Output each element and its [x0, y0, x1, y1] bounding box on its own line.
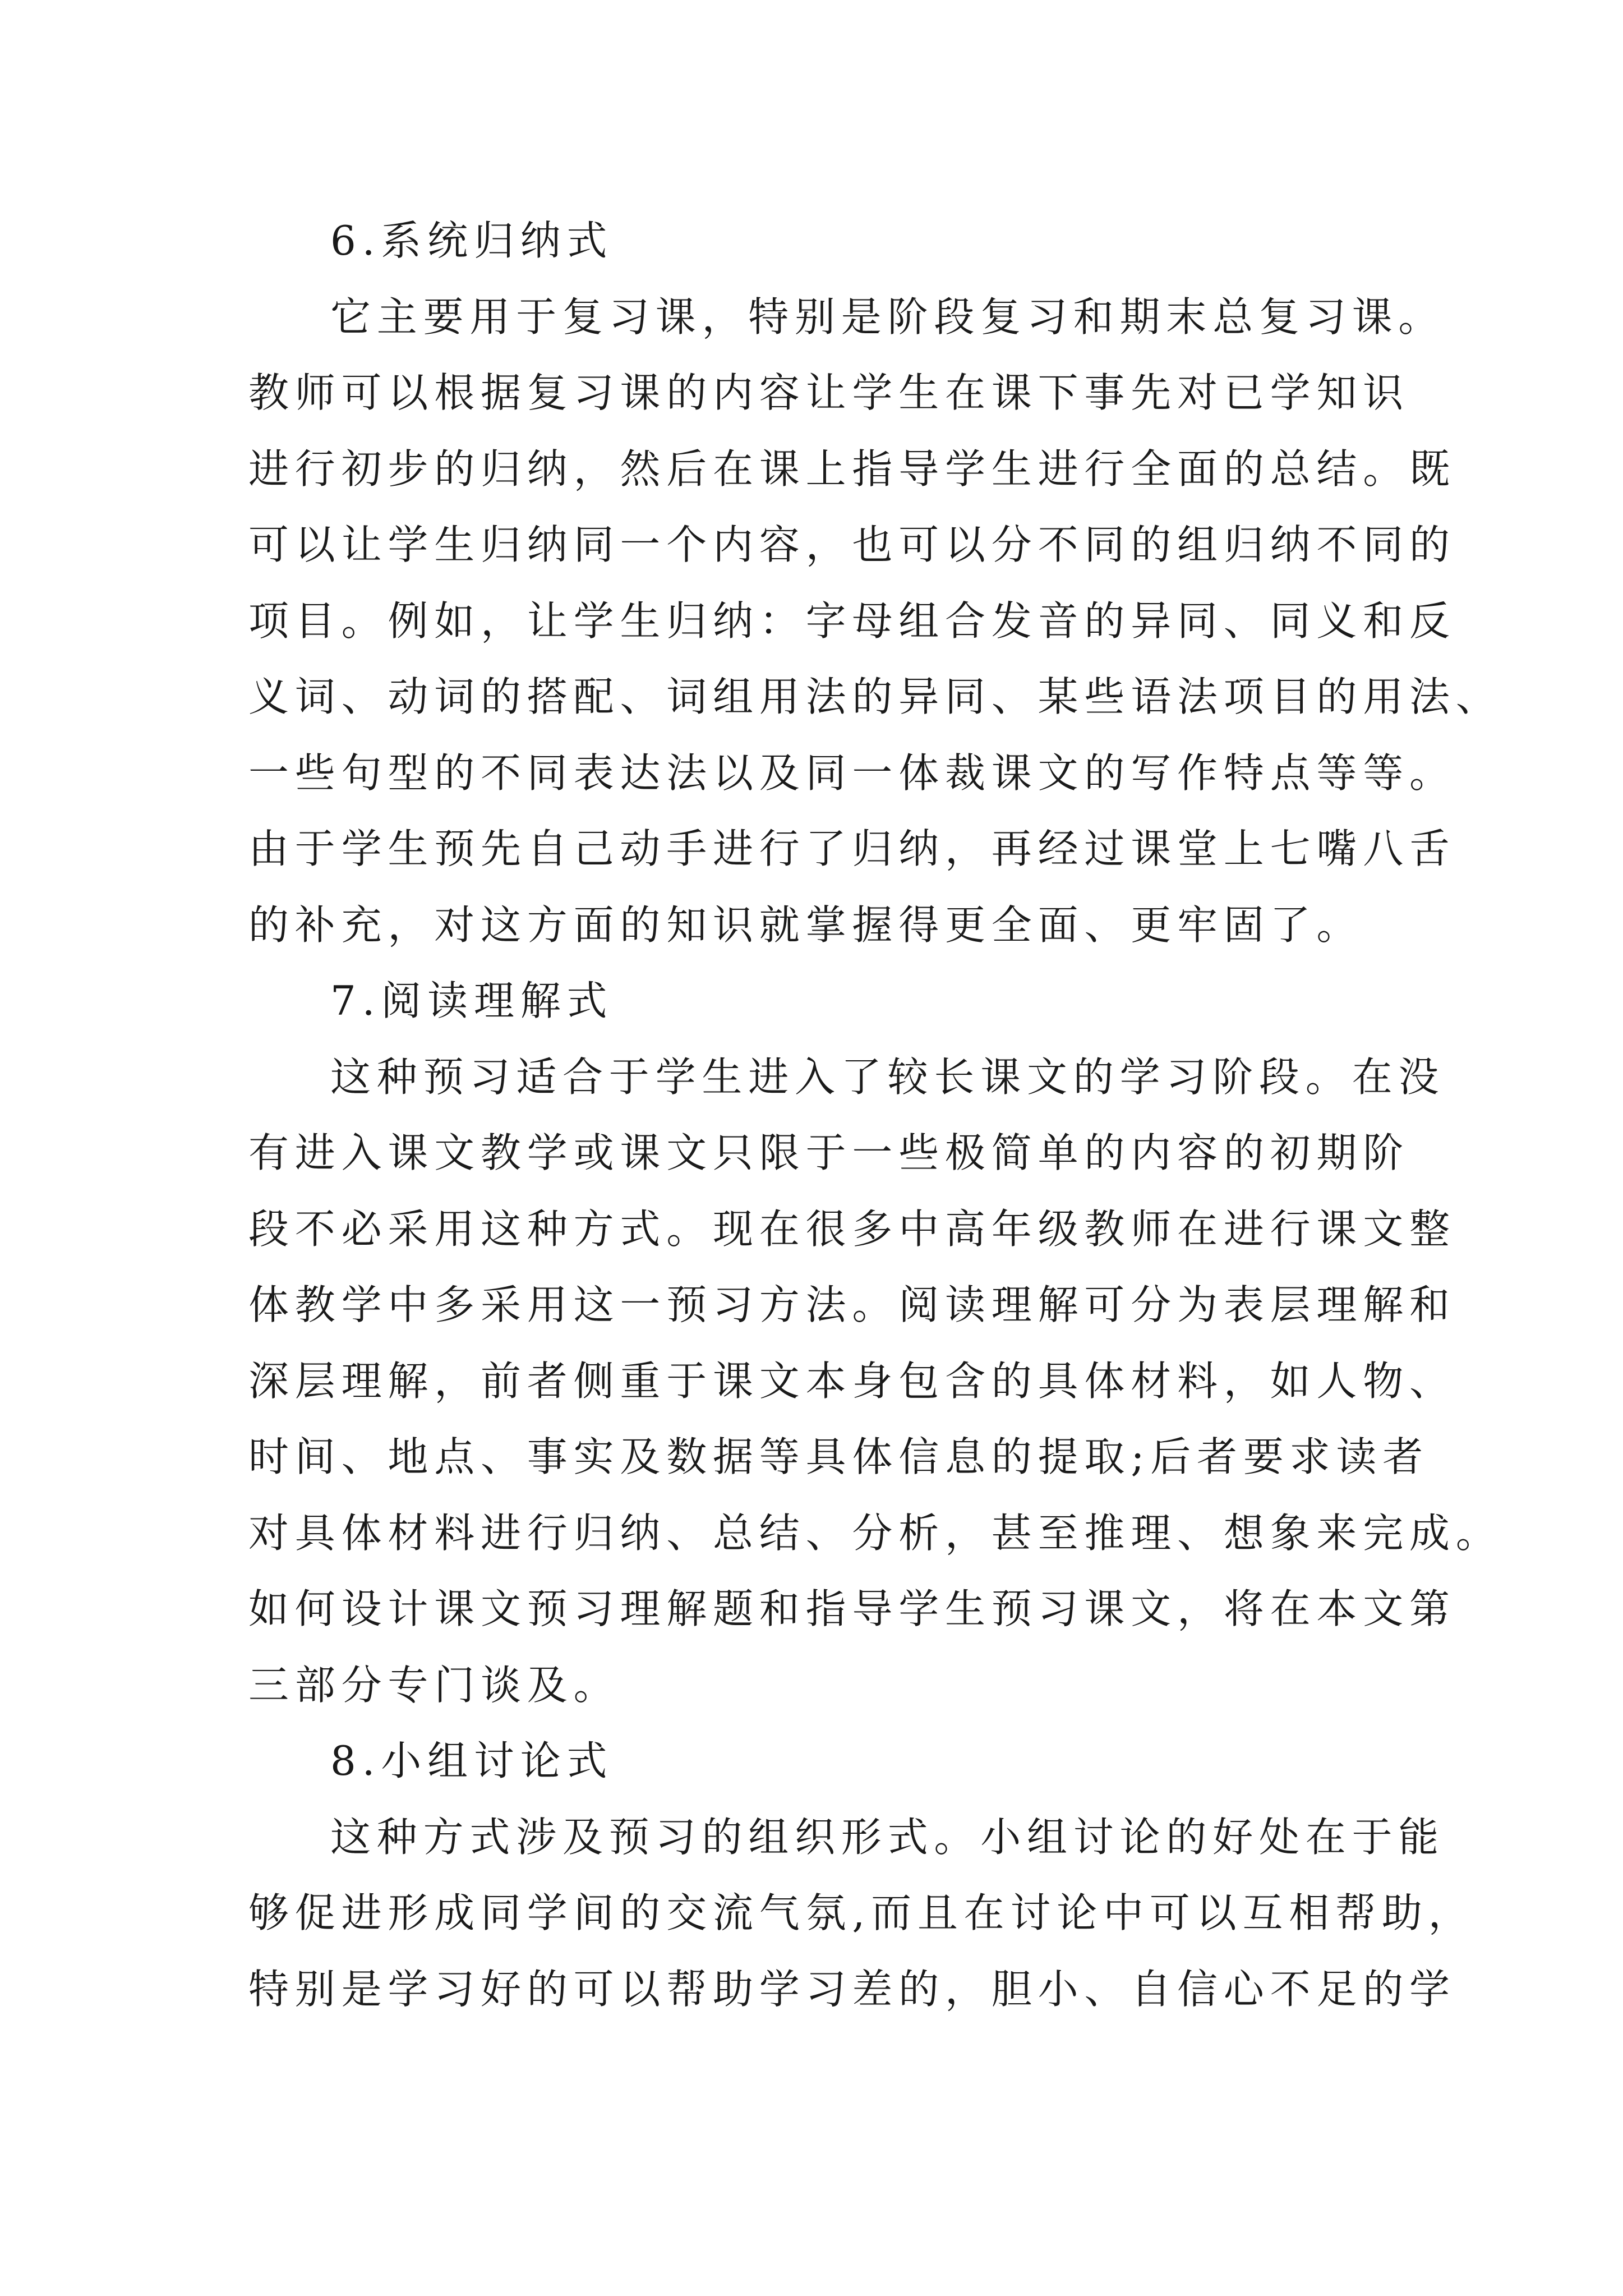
section-heading-6: 6.系统归纳式: [330, 217, 614, 264]
section-heading-8: 8.小组讨论式: [330, 1737, 614, 1784]
body-text: [248, 203, 1502, 2027]
paragraph-line: 它主要用于复习课，特别是阶段复习和期末总复习课。: [330, 293, 1445, 341]
paragraph-line: 三部分专门谈及。: [248, 1661, 620, 1709]
paragraph-line: 有进入课文教学或课文只限于一些极简单的内容的初期阶: [248, 1129, 1410, 1176]
paragraph-line: 一些句型的不同表达法以及同一体裁课文的写作特点等等。: [248, 749, 1456, 797]
paragraph-line: 深层理解，前者侧重于课文本身包含的具体材料，如人物、: [248, 1357, 1456, 1405]
paragraph-line: 这种预习适合于学生进入了较长课文的学习阶段。在没: [330, 1053, 1445, 1101]
paragraph-line: 可以让学生归纳同一个内容，也可以分不同的组归纳不同的: [248, 521, 1456, 568]
paragraph-line: 这种方式涉及预习的组织形式。小组讨论的好处在于能: [330, 1813, 1445, 1861]
paragraph-line: 的补充，对这方面的知识就掌握得更全面、更牢固了。: [248, 901, 1363, 949]
paragraph-line: 如何设计课文预习理解题和指导学生预习课文，将在本文第: [248, 1585, 1456, 1632]
paragraph-line: 特别是学习好的可以帮助学习差的，胆小、自信心不足的学: [248, 1965, 1456, 2013]
paragraph-line: 段不必采用这种方式。现在很多中高年级教师在进行课文整: [248, 1205, 1456, 1253]
paragraph-line: 时间、地点、事实及数据等具体信息的提取;后者要求读者: [248, 1433, 1430, 1480]
paragraph-line: 够促进形成同学间的交流气氛,而且在讨论中可以互相帮助，: [248, 1889, 1475, 1936]
section-heading-7: 7.阅读理解式: [330, 977, 614, 1024]
paragraph-line: 教师可以根据复习课的内容让学生在课下事先对已学知识: [248, 369, 1410, 416]
paragraph-line: 进行初步的归纳，然后在课上指导学生进行全面的总结。既: [248, 445, 1456, 493]
paragraph-line: 由于学生预先自己动手进行了归纳，再经过课堂上七嘴八舌: [248, 825, 1456, 872]
paragraph-line: 项目。例如，让学生归纳：字母组合发音的异同、同义和反: [248, 597, 1456, 645]
paragraph-line: 体教学中多采用这一预习方法。阅读理解可分为表层理解和: [248, 1281, 1456, 1328]
paragraph-line: 义词、动词的搭配、词组用法的异同、某些语法项目的用法、: [248, 673, 1502, 720]
paragraph-line: 对具体材料进行归纳、总结、分析，甚至推理、想象来完成。: [248, 1509, 1502, 1557]
